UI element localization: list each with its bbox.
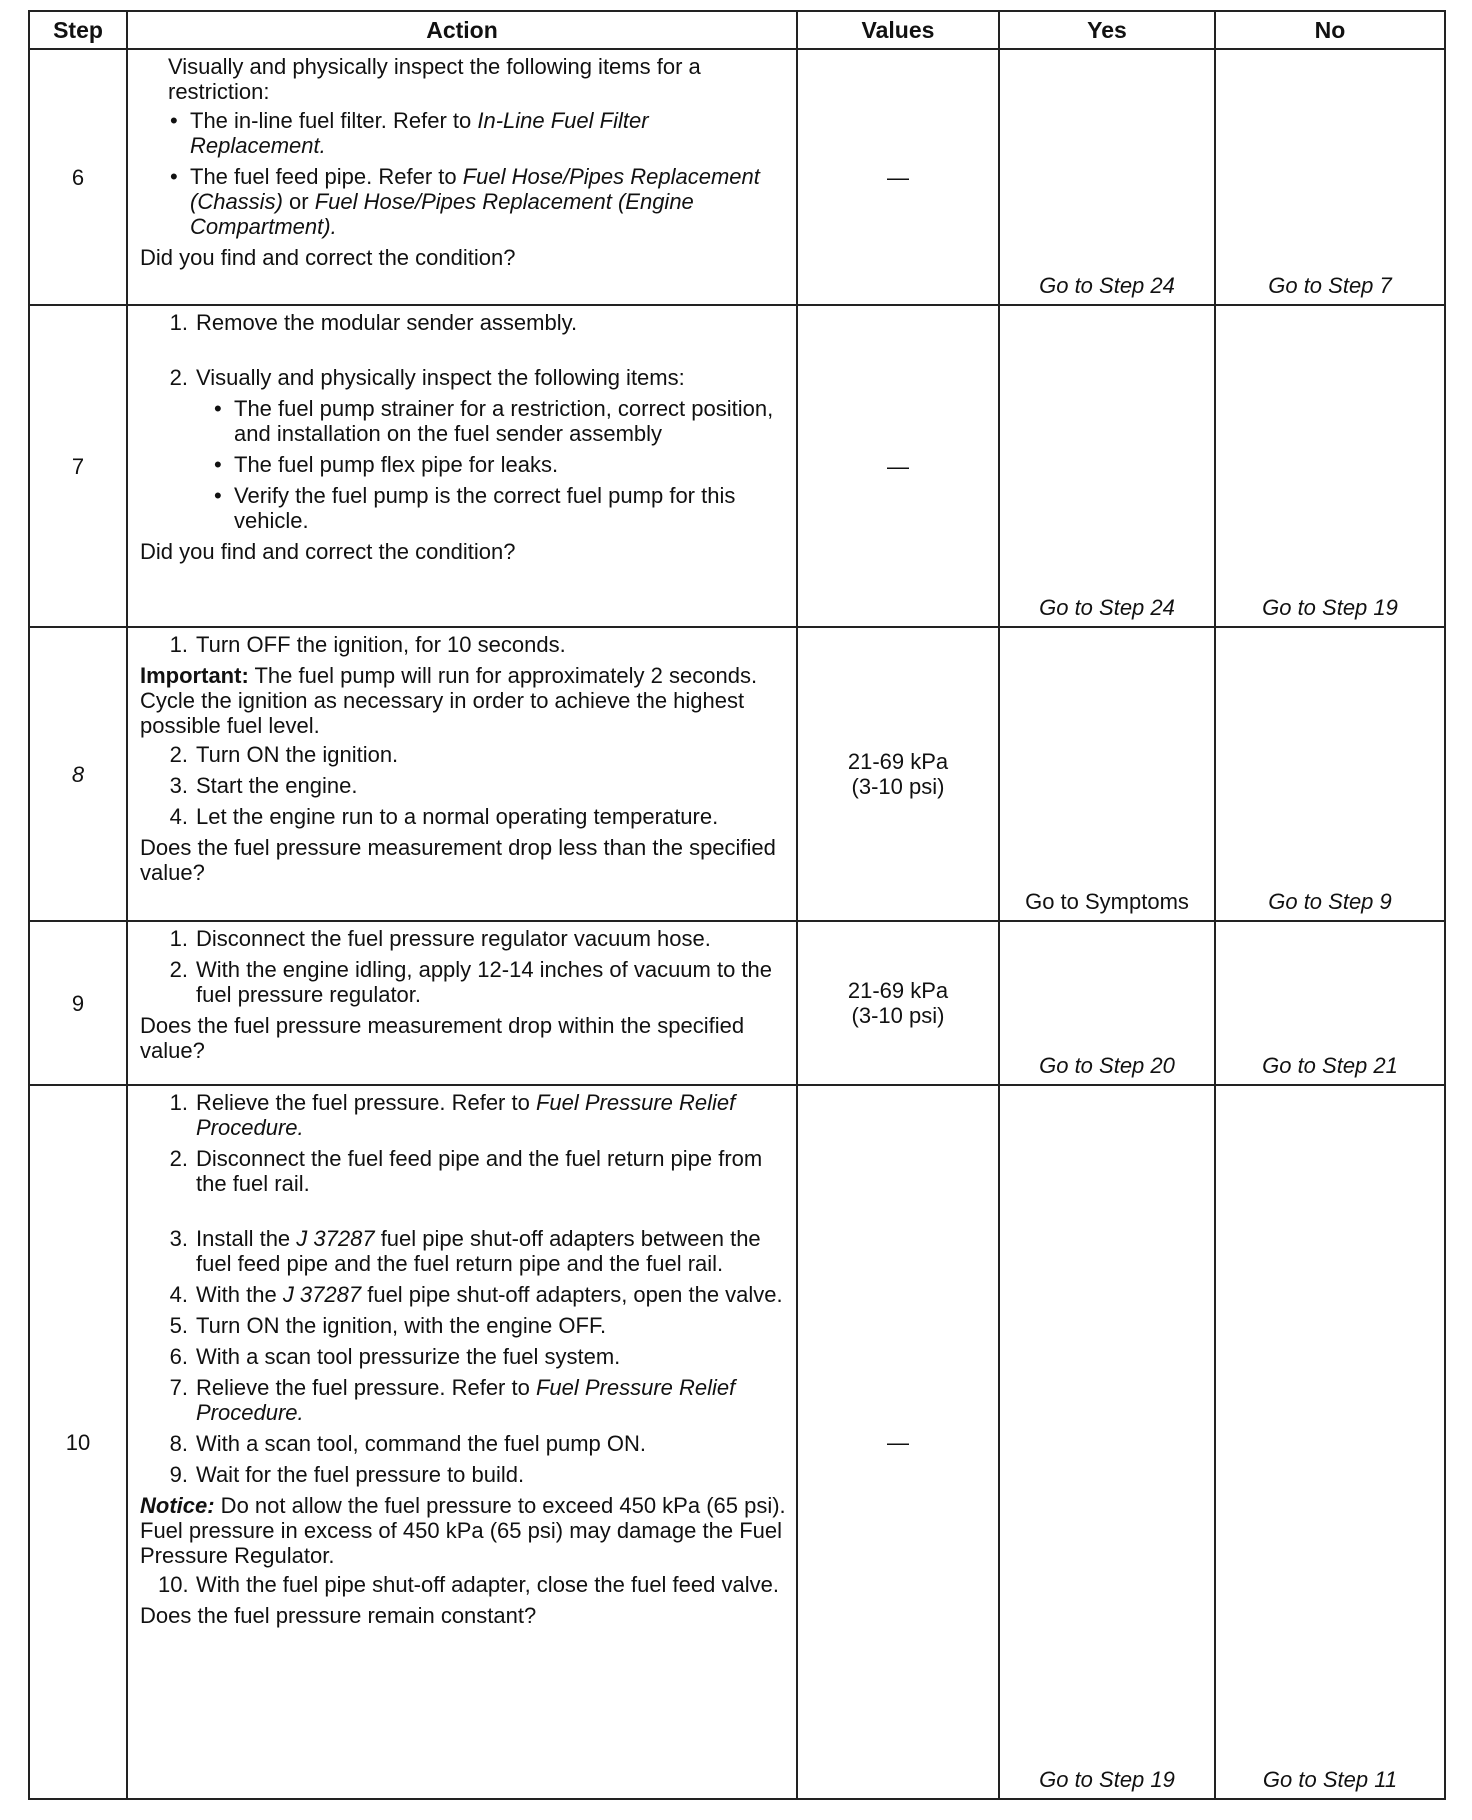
no-goto: Go to Step 11 <box>1262 1767 1398 1792</box>
action-question: Does the fuel pressure remain constant? <box>140 1603 537 1628</box>
action-question: Does the fuel pressure measurement drop within the specified value? <box>140 1013 745 1063</box>
diagnostic-table <box>28 10 1446 1800</box>
action-question: Does the fuel pressure measurement drop less than the specified value? <box>140 835 776 885</box>
table-row-step-9 <box>29 921 1445 1085</box>
table-row-step-8 <box>29 627 1445 921</box>
no-goto: Go to Step 9 <box>1268 889 1392 914</box>
action-question: Did you find and correct the condition? <box>140 539 516 564</box>
action-item: 1. Disconnect the fuel pressure regulator vacuum hose. <box>169 926 711 951</box>
action-item: 4. With the J 37287 fuel pipe shut-off adapters, open the valve. <box>169 1282 783 1307</box>
action-item: 10. With the fuel pipe shut-off adapter, close the fuel feed valve. <box>158 1572 779 1597</box>
header-no: No <box>1215 11 1445 49</box>
action-item: 8. With a scan tool, command the fuel pump ON. <box>169 1431 646 1456</box>
step-number: 6 <box>29 49 127 305</box>
action-item: 1. Turn OFF the ignition, for 10 seconds. <box>169 632 566 657</box>
table-row-step-7 <box>29 305 1445 627</box>
action-cell <box>127 305 797 627</box>
reference-link: Fuel Hose/Pipes Replacement (Engine Compartment). <box>190 189 694 239</box>
action-subbullet: • The fuel pump strainer for a restriction, correct position, and installation on the fuel sender assembly <box>140 396 788 446</box>
values-kpa: 21-69 kPa <box>847 978 949 1003</box>
action-item: 5. Turn ON the ignition, with the engine OFF. <box>169 1313 607 1338</box>
step-number: 10 <box>29 1085 127 1799</box>
values-psi: (3-10 psi) <box>851 774 945 799</box>
no-goto: Go to Step 19 <box>1262 595 1398 620</box>
tool-number: J 37287 <box>282 1282 362 1307</box>
no-cell <box>1215 627 1445 921</box>
table-row-step-10 <box>29 1085 1445 1799</box>
action-subbullet: • The fuel pump flex pipe for leaks. <box>140 452 788 477</box>
no-cell <box>1215 305 1445 627</box>
step-number: 8 <box>29 627 127 921</box>
action-item: 1. Relieve the fuel pressure. Refer to Fuel Pressure Relief Procedure. <box>169 1090 736 1140</box>
values-psi: (3-10 psi) <box>851 1003 945 1028</box>
reference-link: Fuel Pressure Relief Procedure. <box>196 1090 736 1140</box>
diagnostic-table-page <box>28 10 1444 1800</box>
no-cell <box>1215 1085 1445 1799</box>
yes-goto: Go to Symptoms <box>1025 889 1189 914</box>
no-goto: Go to Step 7 <box>1268 273 1392 298</box>
no-cell <box>1215 921 1445 1085</box>
yes-cell <box>999 1085 1215 1799</box>
header-row <box>29 11 1445 49</box>
action-item: 1. Remove the modular sender assembly. <box>169 310 578 335</box>
yes-cell <box>999 627 1215 921</box>
yes-cell <box>999 305 1215 627</box>
values-cell: — <box>797 1085 999 1799</box>
reference-link: In-Line Fuel Filter Replacement. <box>190 108 649 158</box>
action-cell <box>127 627 797 921</box>
no-cell <box>1215 49 1445 305</box>
step-number: 7 <box>29 305 127 627</box>
values-cell <box>797 627 999 921</box>
values-cell: — <box>797 305 999 627</box>
action-cell <box>127 921 797 1085</box>
values-kpa: 21-69 kPa <box>847 749 949 774</box>
step-number: 9 <box>29 921 127 1085</box>
action-bullet: • The in-line fuel filter. Refer to In-Line Fuel Filter Replacement. <box>140 108 788 158</box>
action-question: Did you find and correct the condition? <box>140 245 516 270</box>
action-item: 2. Disconnect the fuel feed pipe and the fuel return pipe from the fuel rail. <box>169 1146 763 1196</box>
action-intro: Visually and physically inspect the following items for a restriction: <box>168 54 701 104</box>
table-row-step-6 <box>29 49 1445 305</box>
yes-goto: Go to Step 24 <box>1039 273 1175 298</box>
header-yes: Yes <box>999 11 1215 49</box>
action-cell <box>127 1085 797 1799</box>
action-item: 4. Let the engine run to a normal operating temperature. <box>169 804 719 829</box>
important-note: Important: The fuel pump will run for approximately 2 seconds. Cycle the ignition as necessary in order to achieve the highest possible fuel level. <box>140 663 758 738</box>
header-action: Action <box>127 11 797 49</box>
action-bullet: • The fuel feed pipe. Refer to Fuel Hose/Pipes Replacement (Chassis) or Fuel Hose/Pipes Replacement (Engine Compartment). <box>140 164 788 239</box>
reference-link: Fuel Pressure Relief Procedure. <box>196 1375 736 1425</box>
action-item: 2. Visually and physically inspect the following items: <box>169 365 685 390</box>
header-values: Values <box>797 11 999 49</box>
action-cell <box>127 49 797 305</box>
tool-number: J 37287 <box>296 1226 375 1251</box>
action-subbullet: • Verify the fuel pump is the correct fuel pump for this vehicle. <box>140 483 788 533</box>
values-cell: — <box>797 49 999 305</box>
yes-goto: Go to Step 24 <box>1039 595 1175 620</box>
yes-goto: Go to Step 19 <box>1039 1767 1175 1792</box>
values-cell <box>797 921 999 1085</box>
action-item: 2. With the engine idling, apply 12-14 inches of vacuum to the fuel pressure regulator. <box>169 957 773 1007</box>
action-item: 7. Relieve the fuel pressure. Refer to Fuel Pressure Relief Procedure. <box>169 1375 736 1425</box>
yes-cell <box>999 921 1215 1085</box>
notice-note: Notice: Do not allow the fuel pressure to exceed 450 kPa (65 psi). Fuel pressure in excess of 450 kPa (65 psi) may damage the Fuel Pressure Regulator. <box>140 1493 786 1568</box>
yes-cell <box>999 49 1215 305</box>
action-item: 3. Start the engine. <box>169 773 358 798</box>
header-step: Step <box>29 11 127 49</box>
action-item: 3. Install the J 37287 fuel pipe shut-off adapters between the fuel feed pipe and the fuel return pipe and the fuel rail. <box>169 1226 761 1276</box>
action-item: 9. Wait for the fuel pressure to build. <box>169 1462 525 1487</box>
action-item: 6. With a scan tool pressurize the fuel system. <box>169 1344 621 1369</box>
action-item: 2. Turn ON the ignition. <box>169 742 399 767</box>
no-goto: Go to Step 21 <box>1262 1053 1398 1078</box>
reference-link: Fuel Hose/Pipes Replacement (Chassis) <box>190 164 760 214</box>
yes-goto: Go to Step 20 <box>1039 1053 1175 1078</box>
